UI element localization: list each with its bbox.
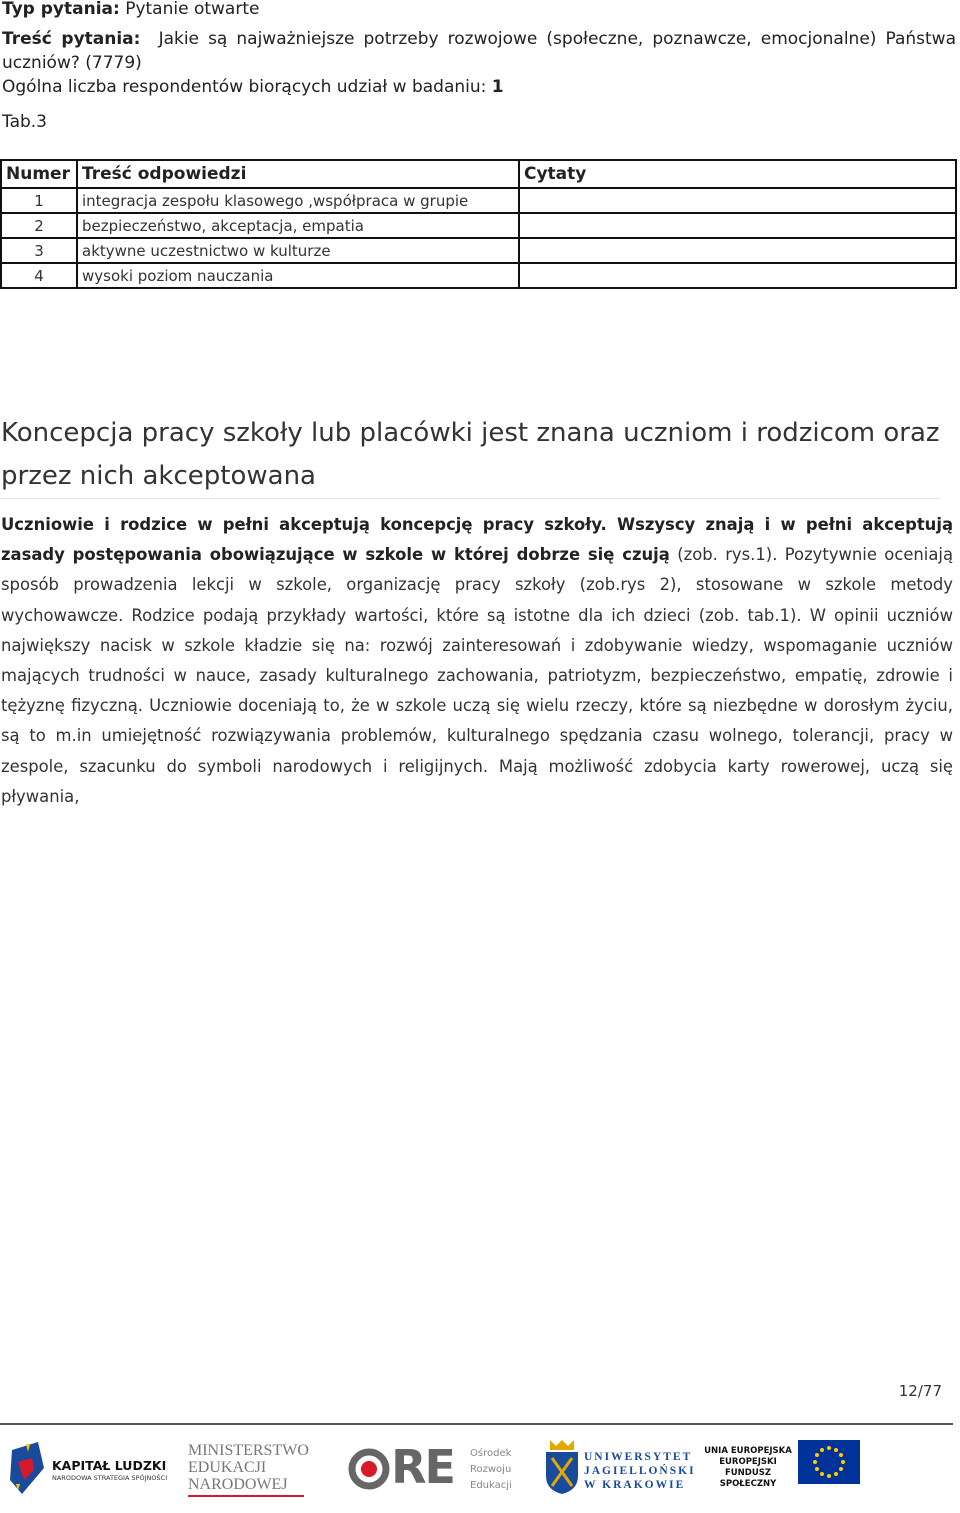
header-answer: Treść odpowiedzi [77,160,519,188]
row-quote [519,238,956,263]
eu-line-2: EUROPEJSKI [719,1457,777,1467]
table-header-row [1,160,956,188]
respondents-label: Ogólna liczba respondentów biorących udział w badaniu: [2,77,487,97]
page-number: 12/77 [898,1382,942,1400]
uj-line-2: JAGIELLOŃSKI [584,1465,696,1477]
answers-table [0,159,957,289]
eu-flag-icon [798,1440,860,1484]
header-quotes: Cytaty [519,160,956,188]
kapital-ludzki-subtitle: NARODOWA STRATEGIA SPÓJNOŚCI [52,1474,168,1482]
question-content-label: Treść pytania: [2,29,141,49]
section-divider [0,498,940,499]
row-number: 3 [1,238,77,263]
ore-line-3: Edukacji [470,1480,512,1491]
row-number: 2 [1,213,77,238]
row-number: 4 [1,263,77,288]
ore-name [470,1446,512,1494]
men-line-1: MINISTERSTWO [188,1442,309,1459]
row-answer: wysoki poziom nauczania [77,263,519,288]
question-type-value: Pytanie otwarte [125,0,260,19]
men-line-2: EDUKACJI [188,1459,267,1476]
table-label: Tab.3 [2,112,47,132]
body-bold-text: Uczniowie i rodzice w pełni akceptują koncepcję pracy szkoły. Wszyscy znają i w pełni akceptują zasady postępowania obowiązujące w szkole w której dobrze się czują [1,515,953,565]
table-row [1,188,956,213]
ore-logo [348,1436,518,1500]
eu-text [702,1446,794,1490]
section-body [1,510,953,812]
footer-divider [0,1423,953,1425]
uj-logo [544,1436,696,1500]
table-row [1,263,956,288]
question-content-value: Jakie są najważniejsze potrzeby rozwojowe (społeczne, poznawcze, emocjonalne) Państwa uczniów? (7779) [2,29,956,73]
row-answer: integracja zespołu klasowego ,współpraca w grupie [77,188,519,213]
row-number: 1 [1,188,77,213]
row-quote [519,263,956,288]
row-answer: bezpieczeństwo, akceptacja, empatia [77,213,519,238]
row-answer: aktywne uczestnictwo w kulturze [77,238,519,263]
men-line-3: NARODOWEJ [188,1476,288,1493]
table-row [1,213,956,238]
ore-wordmark: RE [391,1440,454,1494]
uj-crest-icon [544,1438,580,1496]
kapital-ludzki-logo [8,1436,168,1500]
body-text: (zob. rys.1). Pozytywnie oceniają sposób prowadzenia lekcji w szkole, organizację pracy szkoły (zob.rys 2), stosowane w szkole metody wychowawcze. Rodzice podają przykłady wartości, które są istotne dla ich dzieci (zob. tab.1). W opinii uczniów największy nacisk w szkole kładzie się na: rozwój zainteresowań i zdobywanie wiedzy, wspomaganie uczniów mających trudności w nauce, zasady kulturalnego zachowania, patriotyzm, bezpieczeństwo, empatię, zdrowie i tężyznę fizyczną. Uczniowie doceniają to, że w szkole uczą się wielu rzeczy, które są niezbędne w dorosłym życiu, są to m.in umiejętność rozwiązywania problemów, kulturalnego spędzania czasu wolnego, tolerancji, pracy w zespole, szacunku do symboli narodowych i religijnych. Mają możliwość zdobycia karty rowerowej, uczą się pływania, [1,545,953,806]
uj-line-1: UNIWERSYTET [584,1451,693,1463]
table-row [1,238,956,263]
header-number: Numer [1,160,77,188]
kapital-ludzki-title: KAPITAŁ LUDZKI [52,1458,167,1473]
question-content-line [2,27,956,75]
respondents-value: 1 [491,77,504,97]
ore-line-2: Rozwoju [470,1464,512,1475]
eu-line-3: FUNDUSZ SPOŁECZNY [719,1468,777,1489]
section-title: Koncepcja pracy szkoły lub placówki jest znana uczniom i rodzicom oraz przez nich akceptowana [1,417,940,491]
uj-line-3: W KRAKOWIE [584,1479,686,1491]
eu-line-1: UNIA EUROPEJSKA [704,1446,792,1456]
row-quote [519,213,956,238]
row-quote [519,188,956,213]
kapital-ludzki-icon [8,1440,48,1496]
respondents-line [2,75,504,99]
question-type-line [2,0,259,21]
uj-name [584,1450,696,1492]
eu-logo [702,1436,862,1500]
men-underline [188,1495,304,1497]
question-type-label: Typ pytania: [2,0,120,19]
men-logo [188,1436,308,1500]
ore-line-1: Ośrodek [470,1448,512,1459]
